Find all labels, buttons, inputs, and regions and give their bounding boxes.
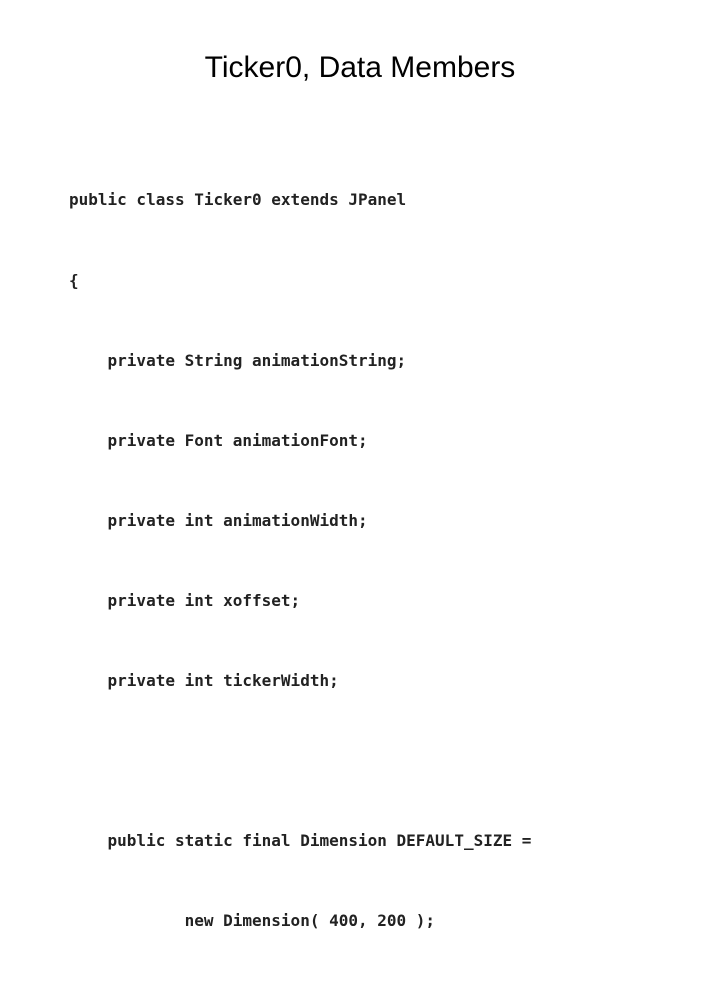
code-line (69, 748, 531, 775)
code-line: new Dimension( 400, 200 ); (69, 911, 436, 931)
code-line: public static final Dimension DEFAULT_SIZE = (69, 831, 532, 851)
code-block (69, 134, 531, 988)
slide-title-part1: Ticker0, (204, 51, 319, 84)
code-line: { (69, 270, 79, 290)
slide-title (0, 50, 720, 86)
code-line: private Font animationFont; (69, 430, 368, 450)
code-line: private int tickerWidth; (69, 670, 339, 690)
code-line: private int xoffset; (69, 590, 301, 610)
slide-title-part2: Data Members (318, 51, 516, 84)
code-line: private int animationWidth; (69, 510, 368, 530)
code-line: public class Ticker0 extends JPanel (69, 190, 407, 210)
code-line: private String animationString; (69, 350, 407, 370)
